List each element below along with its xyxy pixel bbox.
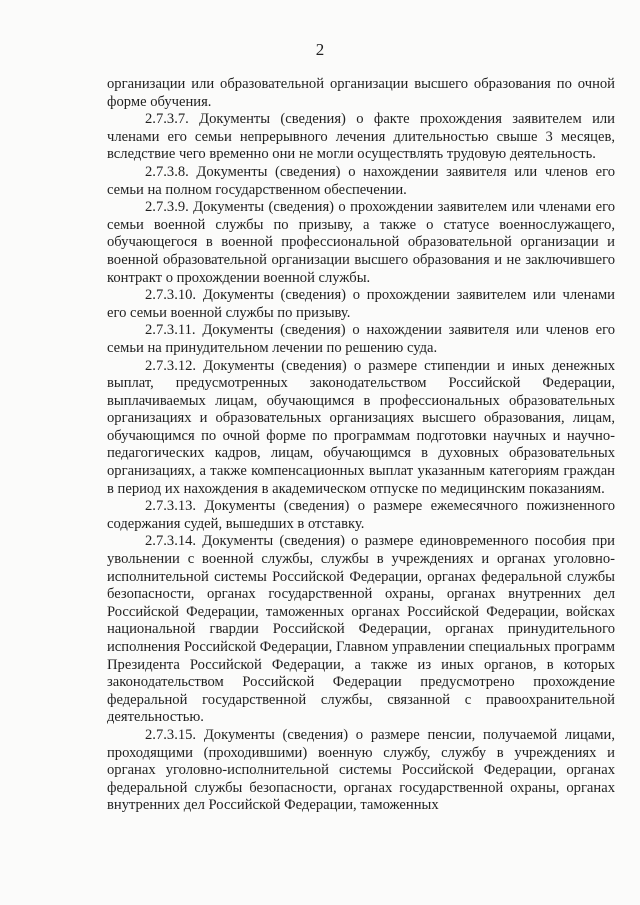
paragraph-2-7-3-10: 2.7.3.10. Документы (сведения) о прохождении заявителем или членами его семьи военной службы по призыву. — [107, 287, 615, 321]
document-body — [107, 76, 615, 815]
paragraph-2-7-3-9: 2.7.3.9. Документы (сведения) о прохождении заявителем или членами его семьи военной службы по призыву, а также о статусе военнослужащего, обучающегося в военной профессиональной образовательной организации и военной образовательной организации высшего образования и не заключившего контракт о прохождении военной службы. — [107, 199, 615, 286]
paragraph-2-7-3-14: 2.7.3.14. Документы (сведения) о размере единовременного пособия при увольнении с военной службы, службы в учреждениях и органах уголовно-исполнительной системы Российской Федерации, органах федеральной службы безопасности, органах государственной охраны, органах внутренних дел Российской Федерации, таможенных органах Российской Федерации, войсках национальной гвардии Российской Федерации, органах принудительного исполнения Российской Федерации, Главном управлении специальных программ Президента Российской Федерации, а также из иных органов, в которых законодательством Российской Федерации предусмотрено прохождение федеральной государственной службы, связанной с правоохранительной деятельностью. — [107, 533, 615, 726]
paragraph-2-7-3-12: 2.7.3.12. Документы (сведения) о размере стипендии и иных денежных выплат, предусмотренных законодательством Российской Федерации, выплачиваемых лицам, обучающимся в профессиональных образовательных организациях и образовательных организациях высшего образования, лицам, обучающимся по очной форме по программам подготовки научных и научно-педагогических кадров, лицам, обучающимся в духовных образовательных организациях, а также компенсационных выплат указанным категориям граждан в период их нахождения в академическом отпуске по медицинским показаниям. — [107, 357, 615, 497]
paragraph-2-7-3-7: 2.7.3.7. Документы (сведения) о факте прохождения заявителем или членами его семьи непрерывного лечения длительностью свыше 3 месяцев, вследствие чего временно они не могли осуществлять трудовую деятельность. — [107, 111, 615, 163]
paragraph-continuation: организации или образовательной организации высшего образования по очной форме обучения. — [107, 76, 615, 110]
paragraph-2-7-3-15: 2.7.3.15. Документы (сведения) о размере пенсии, получаемой лицами, проходящими (проходившими) военную службу, службу в учреждениях и органах уголовно-исполнительной системы Российской Федерации, органах федеральной службы безопасности, органах государственной охраны, органах внутренних дел Российской Федерации, таможенных — [107, 726, 615, 814]
paragraph-2-7-3-8: 2.7.3.8. Документы (сведения) о нахождении заявителя или членов его семьи на полном государственном обеспечении. — [107, 163, 615, 198]
paragraph-2-7-3-13: 2.7.3.13. Документы (сведения) о размере ежемесячного пожизненного содержания судей, вышедших в отставку. — [107, 498, 615, 532]
paragraph-2-7-3-11: 2.7.3.11. Документы (сведения) о нахождении заявителя или членов его семьи на принудительном лечении по решению суда. — [107, 322, 615, 356]
page-number: 2 — [315, 40, 325, 59]
